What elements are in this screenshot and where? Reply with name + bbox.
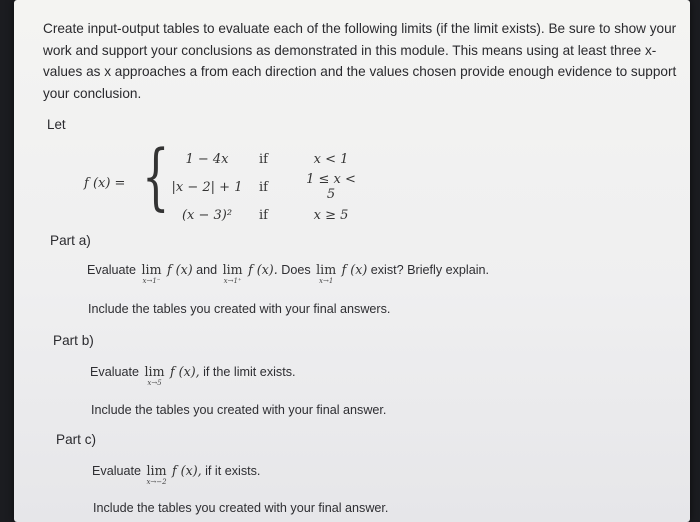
- rest-text: if the limit exists.: [203, 365, 296, 379]
- evaluate-text: Evaluate: [90, 365, 140, 379]
- lim-text: lim: [222, 262, 243, 277]
- limit-left: [141, 262, 162, 285]
- limit-subscript: x→1⁺: [223, 277, 242, 285]
- piece-if: if: [259, 151, 268, 167]
- part-b-include: Include the tables you created with your final answer.: [91, 403, 387, 417]
- rest-text: if it exists.: [205, 464, 261, 478]
- piece-row: [159, 146, 365, 172]
- does-text: Does: [281, 263, 311, 277]
- piece-expression: (x − 3)²: [181, 207, 233, 223]
- let-label: Let: [47, 117, 66, 132]
- limit-right: [222, 262, 243, 285]
- part-b-question: [90, 364, 296, 387]
- piece-if: if: [259, 207, 268, 223]
- part-c-label: Part c): [56, 432, 97, 447]
- piece-row: [159, 172, 365, 202]
- limit-subscript: x→1⁻: [142, 277, 161, 285]
- piecewise-definition: [159, 146, 365, 228]
- function-call: f (x),: [172, 463, 202, 478]
- function-call: f (x),: [170, 364, 200, 379]
- piece-expression: 1 − 4x: [185, 151, 229, 167]
- limit-subscript: x→5: [147, 379, 162, 387]
- part-b-label: Part b): [53, 333, 94, 348]
- lim-text: lim: [144, 364, 165, 379]
- evaluate-text: Evaluate: [92, 464, 142, 478]
- part-a-question: [87, 262, 490, 285]
- piece-expression: |x − 2| + 1: [171, 179, 243, 195]
- document-page: [14, 0, 690, 522]
- function-call: f (x): [167, 262, 193, 277]
- left-brace: {: [142, 134, 170, 218]
- piece-if: if: [259, 179, 268, 195]
- limit: [146, 463, 167, 486]
- lim-text: lim: [316, 262, 337, 277]
- limit-subscript: x→1: [319, 277, 334, 285]
- part-a-label: Part a): [50, 233, 91, 248]
- part-c-include: Include the tables you created with your final answer.: [93, 501, 389, 515]
- limit: [144, 364, 165, 387]
- lim-text: lim: [146, 463, 167, 478]
- and-text: and: [196, 263, 218, 277]
- part-c-question: [92, 463, 261, 486]
- piece-condition: 1 ≤ x < 5: [306, 172, 356, 202]
- piece-condition: x ≥ 5: [313, 207, 349, 223]
- evaluate-text: Evaluate: [87, 263, 137, 277]
- piece-condition: x < 1: [313, 151, 349, 167]
- piece-row: [159, 202, 365, 228]
- limit-two-sided: [316, 262, 337, 285]
- function-call: f (x).: [248, 262, 278, 277]
- limit-subscript: x→−2: [146, 478, 167, 486]
- function-call: f (x): [341, 262, 368, 277]
- instructions-paragraph: Create input-output tables to evaluate each of the following limits (if the limit exists). Be sure to show your work and support your conclusions as demonstrated in this module. This means using at least three x-values as x approaches a from each direction and the values chosen provide enough evidence to support your conclusion.: [43, 21, 677, 101]
- question-text: exist? Briefly explain.: [370, 263, 490, 277]
- lim-text: lim: [141, 262, 162, 277]
- part-a-include: Include the tables you created with your final answers.: [88, 302, 391, 316]
- function-name: f (x) =: [84, 176, 126, 191]
